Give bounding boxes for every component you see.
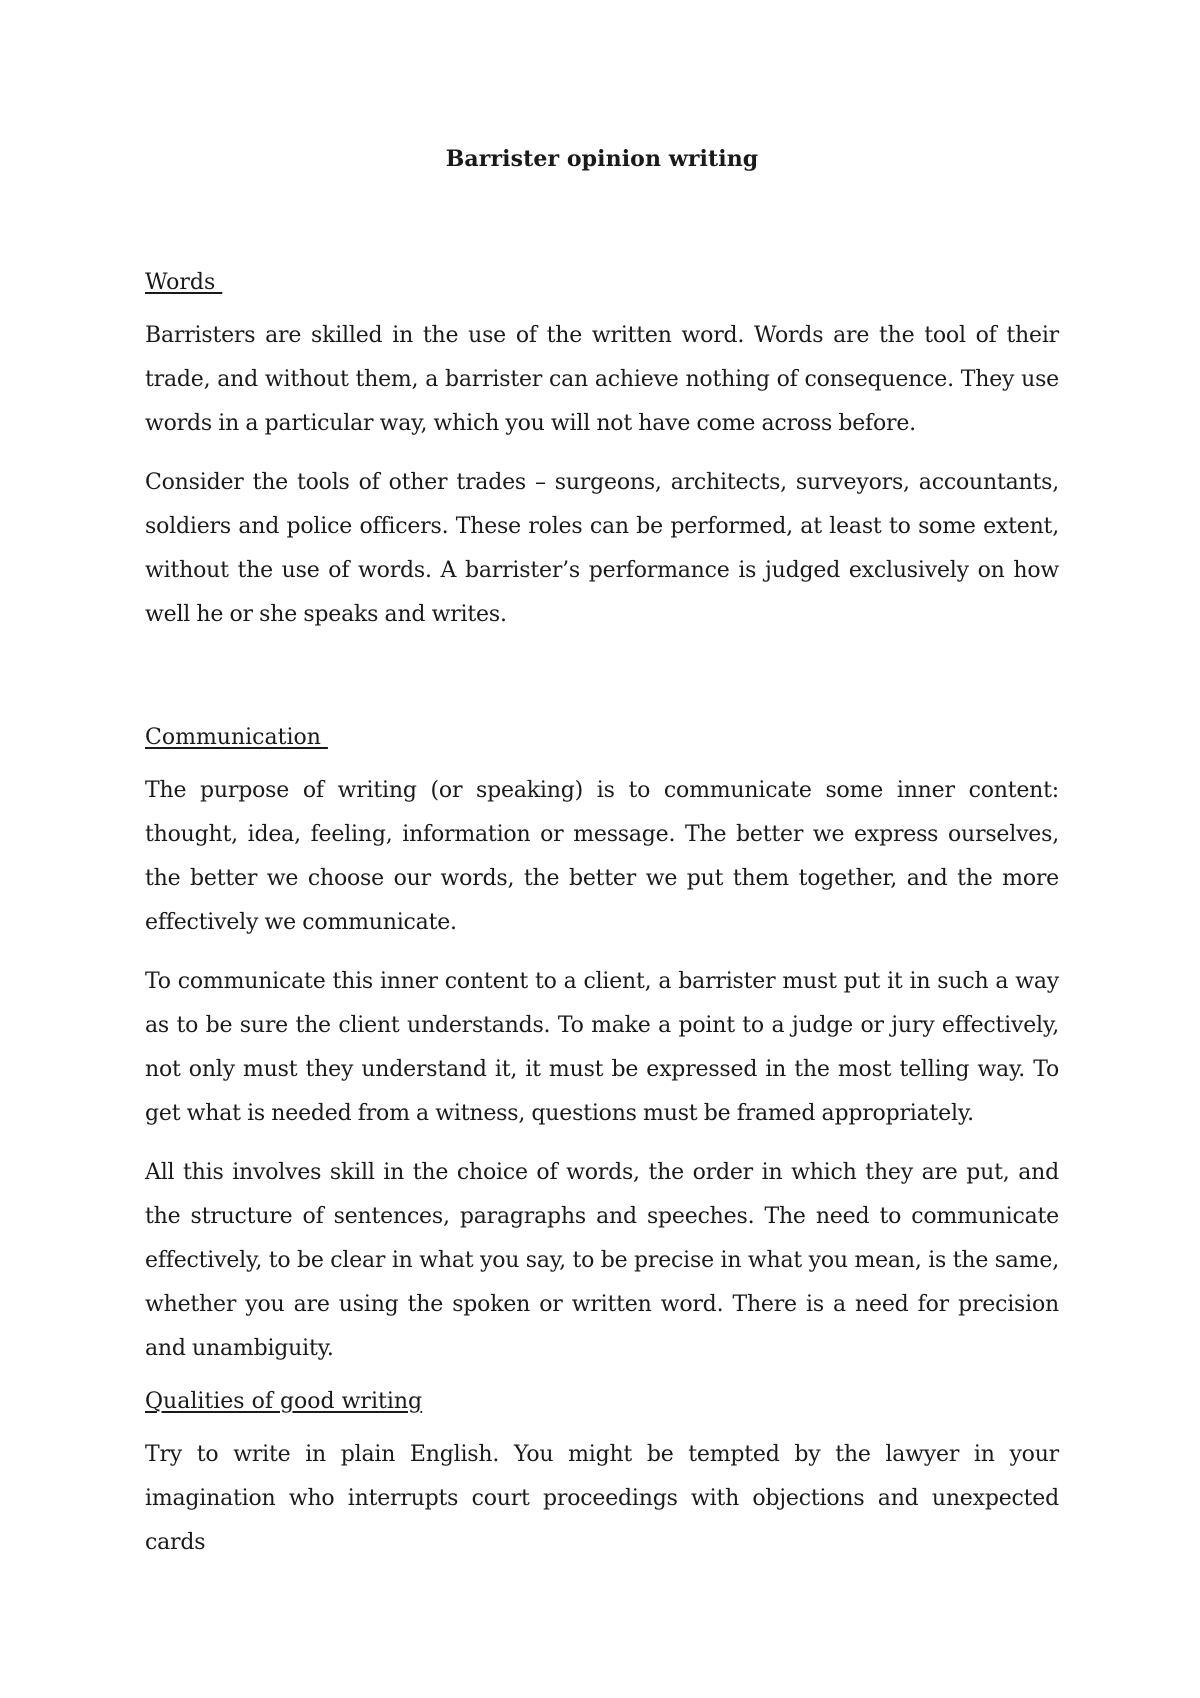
paragraph: Barristers are skilled in the use of the written word. Words are the tool of their trade, and without them, a barrister can achieve nothing of consequence. They use words in a particular way, which you will not have come across before. [145,323,1059,436]
document-title: Barrister opinion writing [445,146,759,172]
paragraph: The purpose of writing (or speaking) is to communicate some inner content: thought, idea, feeling, information or message. The better we express ourselves, the better we choose our words, the better we put them together, and the more effectively we communicate. [145,778,1059,935]
document-body [145,143,1059,1565]
paragraph: All this involves skill in the choice of words, the order in which they are put, and the structure of sentences, paragraphs and speeches. The need to communicate effectively, to be clear in what you say, to be precise in what you mean, is the same, whether you are using the spoken or written word. There is a need for precision and unambiguity. [145,1160,1059,1361]
paragraph: Try to write in plain English. You might be tempted by the lawyer in your imagination who interrupts court proceedings with objections and unexpected cards [145,1442,1059,1555]
paragraph: Consider the tools of other trades – surgeons, architects, surveyors, accountants, soldiers and police officers. These roles can be performed, at least to some extent, without the use of words. A barrister’s performance is judged exclusively on how well he or she speaks and writes. [145,470,1059,627]
section-heading-qualities-of-good-writing: Qualities of good writing [145,1389,423,1414]
paragraph: To communicate this inner content to a client, a barrister must put it in such a way as to be sure the client understands. To make a point to a judge or jury effectively, not only must they understand it, it must be expressed in the most telling way. To get what is needed from a witness, questions must be framed appropriately. [145,969,1059,1126]
section-heading-communication: Communication [145,725,328,750]
section-heading-words: Words [145,270,223,295]
